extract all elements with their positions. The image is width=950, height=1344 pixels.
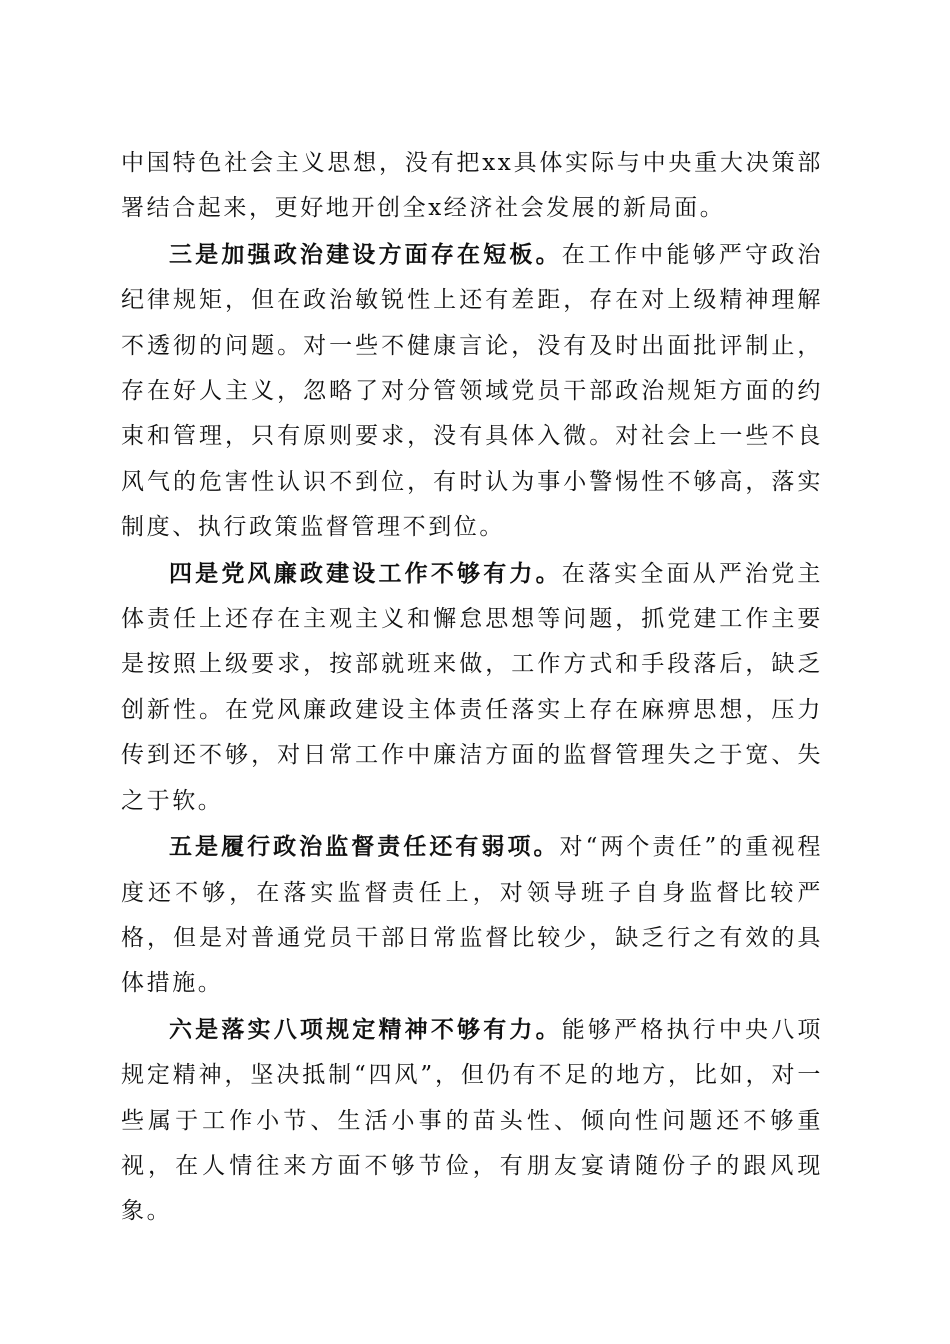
paragraph-integrity-building xyxy=(121,551,823,824)
paragraph-political-building xyxy=(121,232,823,551)
paragraph-heading: 四是党风廉政建设工作不够有力。 xyxy=(169,559,562,587)
paragraph-text: 能够严格执行中央八项规定精神，坚决抵制“四风”，但仍有不足的地方，比如，对一些属于工作小节、生活小事的苗头性、倾向性问题还不够重视，在人情往来方面不够节俭，有朋友宴请随份子的跟风现象。 xyxy=(121,1016,823,1225)
paragraph-text: 在工作中能够严守政治纪律规矩，但在政治敏锐性上还有差距，存在对上级精神理解不透彻的问题。对一些不健康言论，没有及时出面批评制止，存在好人主义，忽略了对分管领域党员干部政治规矩方面的约束和管理，只有原则要求，没有具体入微。对社会上一些不良风气的危害性认识不到位，有时认为事小警惕性不够高，落实制度、执行政策监督管理不到位。 xyxy=(121,241,823,541)
paragraph-eight-rules xyxy=(121,1007,823,1235)
paragraph-heading: 六是落实八项规定精神不够有力。 xyxy=(169,1015,562,1043)
paragraph-political-supervision xyxy=(121,824,823,1007)
paragraph-heading: 三是加强政治建设方面存在短板。 xyxy=(169,240,562,268)
paragraph-text: 中国特色社会主义思想，没有把xx具体实际与中央重大决策部署结合起来，更好地开创全x经济社会发展的新局面。 xyxy=(121,150,823,222)
paragraph-text: 在落实全面从严治党主体责任上还存在主观主义和懈怠思想等问题，抓党建工作主要是按照上级要求，按部就班来做，工作方式和手段落后，缺乏创新性。在党风廉政建设主体责任落实上存在麻痹思想，压力传到还不够，对日常工作中廉洁方面的监督管理失之于宽、失之于软。 xyxy=(121,560,823,814)
paragraph-text: 对“两个责任”的重视程度还不够，在落实监督责任上，对领导班子自身监督比较严格，但是对普通党员干部日常监督比较少，缺乏行之有效的具体措施。 xyxy=(121,834,823,997)
paragraph-continuation xyxy=(121,141,823,232)
paragraph-heading: 五是履行政治监督责任还有弱项。 xyxy=(169,833,560,861)
document-body xyxy=(121,141,823,1235)
